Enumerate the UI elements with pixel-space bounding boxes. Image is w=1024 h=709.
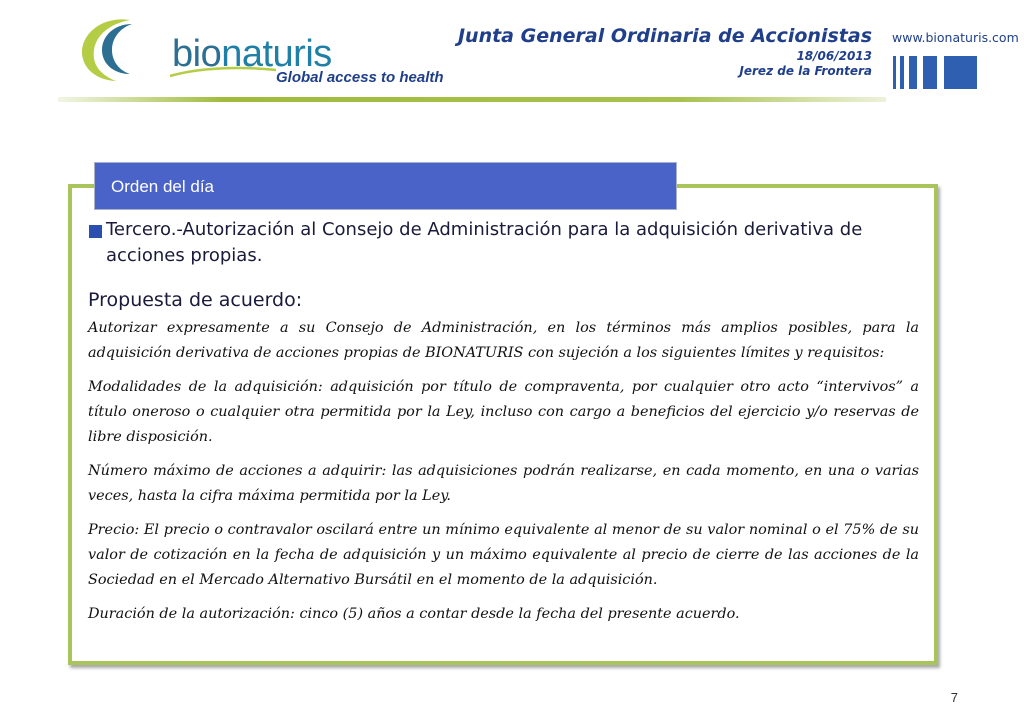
logo-crescent-icon [72, 14, 172, 84]
logo-swoosh-icon [168, 66, 278, 78]
website-link[interactable]: www.bionaturis.com [892, 30, 1019, 45]
section-tab [94, 162, 677, 210]
meeting-location: Jerez de la Frontera [739, 64, 872, 78]
logo-text-naturis: naturis [221, 33, 332, 75]
proposal-body [88, 316, 919, 636]
bullet-square-icon [89, 225, 102, 238]
proposal-paragraph: Autorizar expresamente a su Consejo de Administración, en los términos más amplios posibles, para la adquisición derivativa de acciones propias de BIONATURIS con sujeción a los siguientes límites y requisitos: [88, 320, 919, 361]
agenda-point-text: Tercero.-Autorización al Consejo de Administración para la adquisición derivativa de acciones propias. [106, 219, 863, 266]
tagline: Global access to health [276, 69, 444, 86]
proposal-paragraph: Modalidades de la adquisición: adquisición por título de compraventa, por cualquier otro acto “intervivos” a título oneroso o cualquier otra permitida por la Ley, incluso con cargo a beneficios del ejercicio y/o reservas de libre disposición. [88, 379, 919, 445]
bionaturis-logo [72, 14, 332, 84]
proposal-heading: Propuesta de acuerdo: [88, 289, 303, 311]
meeting-date: 18/06/2013 [796, 49, 872, 63]
meeting-title: Junta General Ordinaria de Accionistas [457, 25, 872, 47]
page-number: 7 [950, 690, 958, 705]
proposal-paragraph: Precio: El precio o contravalor oscilará entre un mínimo equivalente al menor de su valor nominal o el 75% de su valor de cotización en la fecha de adquisición y un máximo equivalente al precio de cierre de las acciones de la Sociedad en el Mercado Alternativo Bursátil en el momento de la adquisición. [88, 522, 919, 588]
header-divider [58, 97, 886, 102]
proposal-paragraph: Duración de la autorización: cinco (5) años a contar desde la fecha del presente acuerdo. [88, 606, 740, 622]
section-tab-label: Orden del día [111, 177, 215, 196]
proposal-paragraph: Número máximo de acciones a adquirir: las adquisiciones podrán realizarse, en cada momento, en una o varias veces, hasta la cifra máxima permitida por la Ley. [88, 463, 919, 504]
agenda-point [88, 217, 928, 269]
logo-text-bio: bio [172, 33, 222, 75]
meeting-info [458, 24, 872, 79]
